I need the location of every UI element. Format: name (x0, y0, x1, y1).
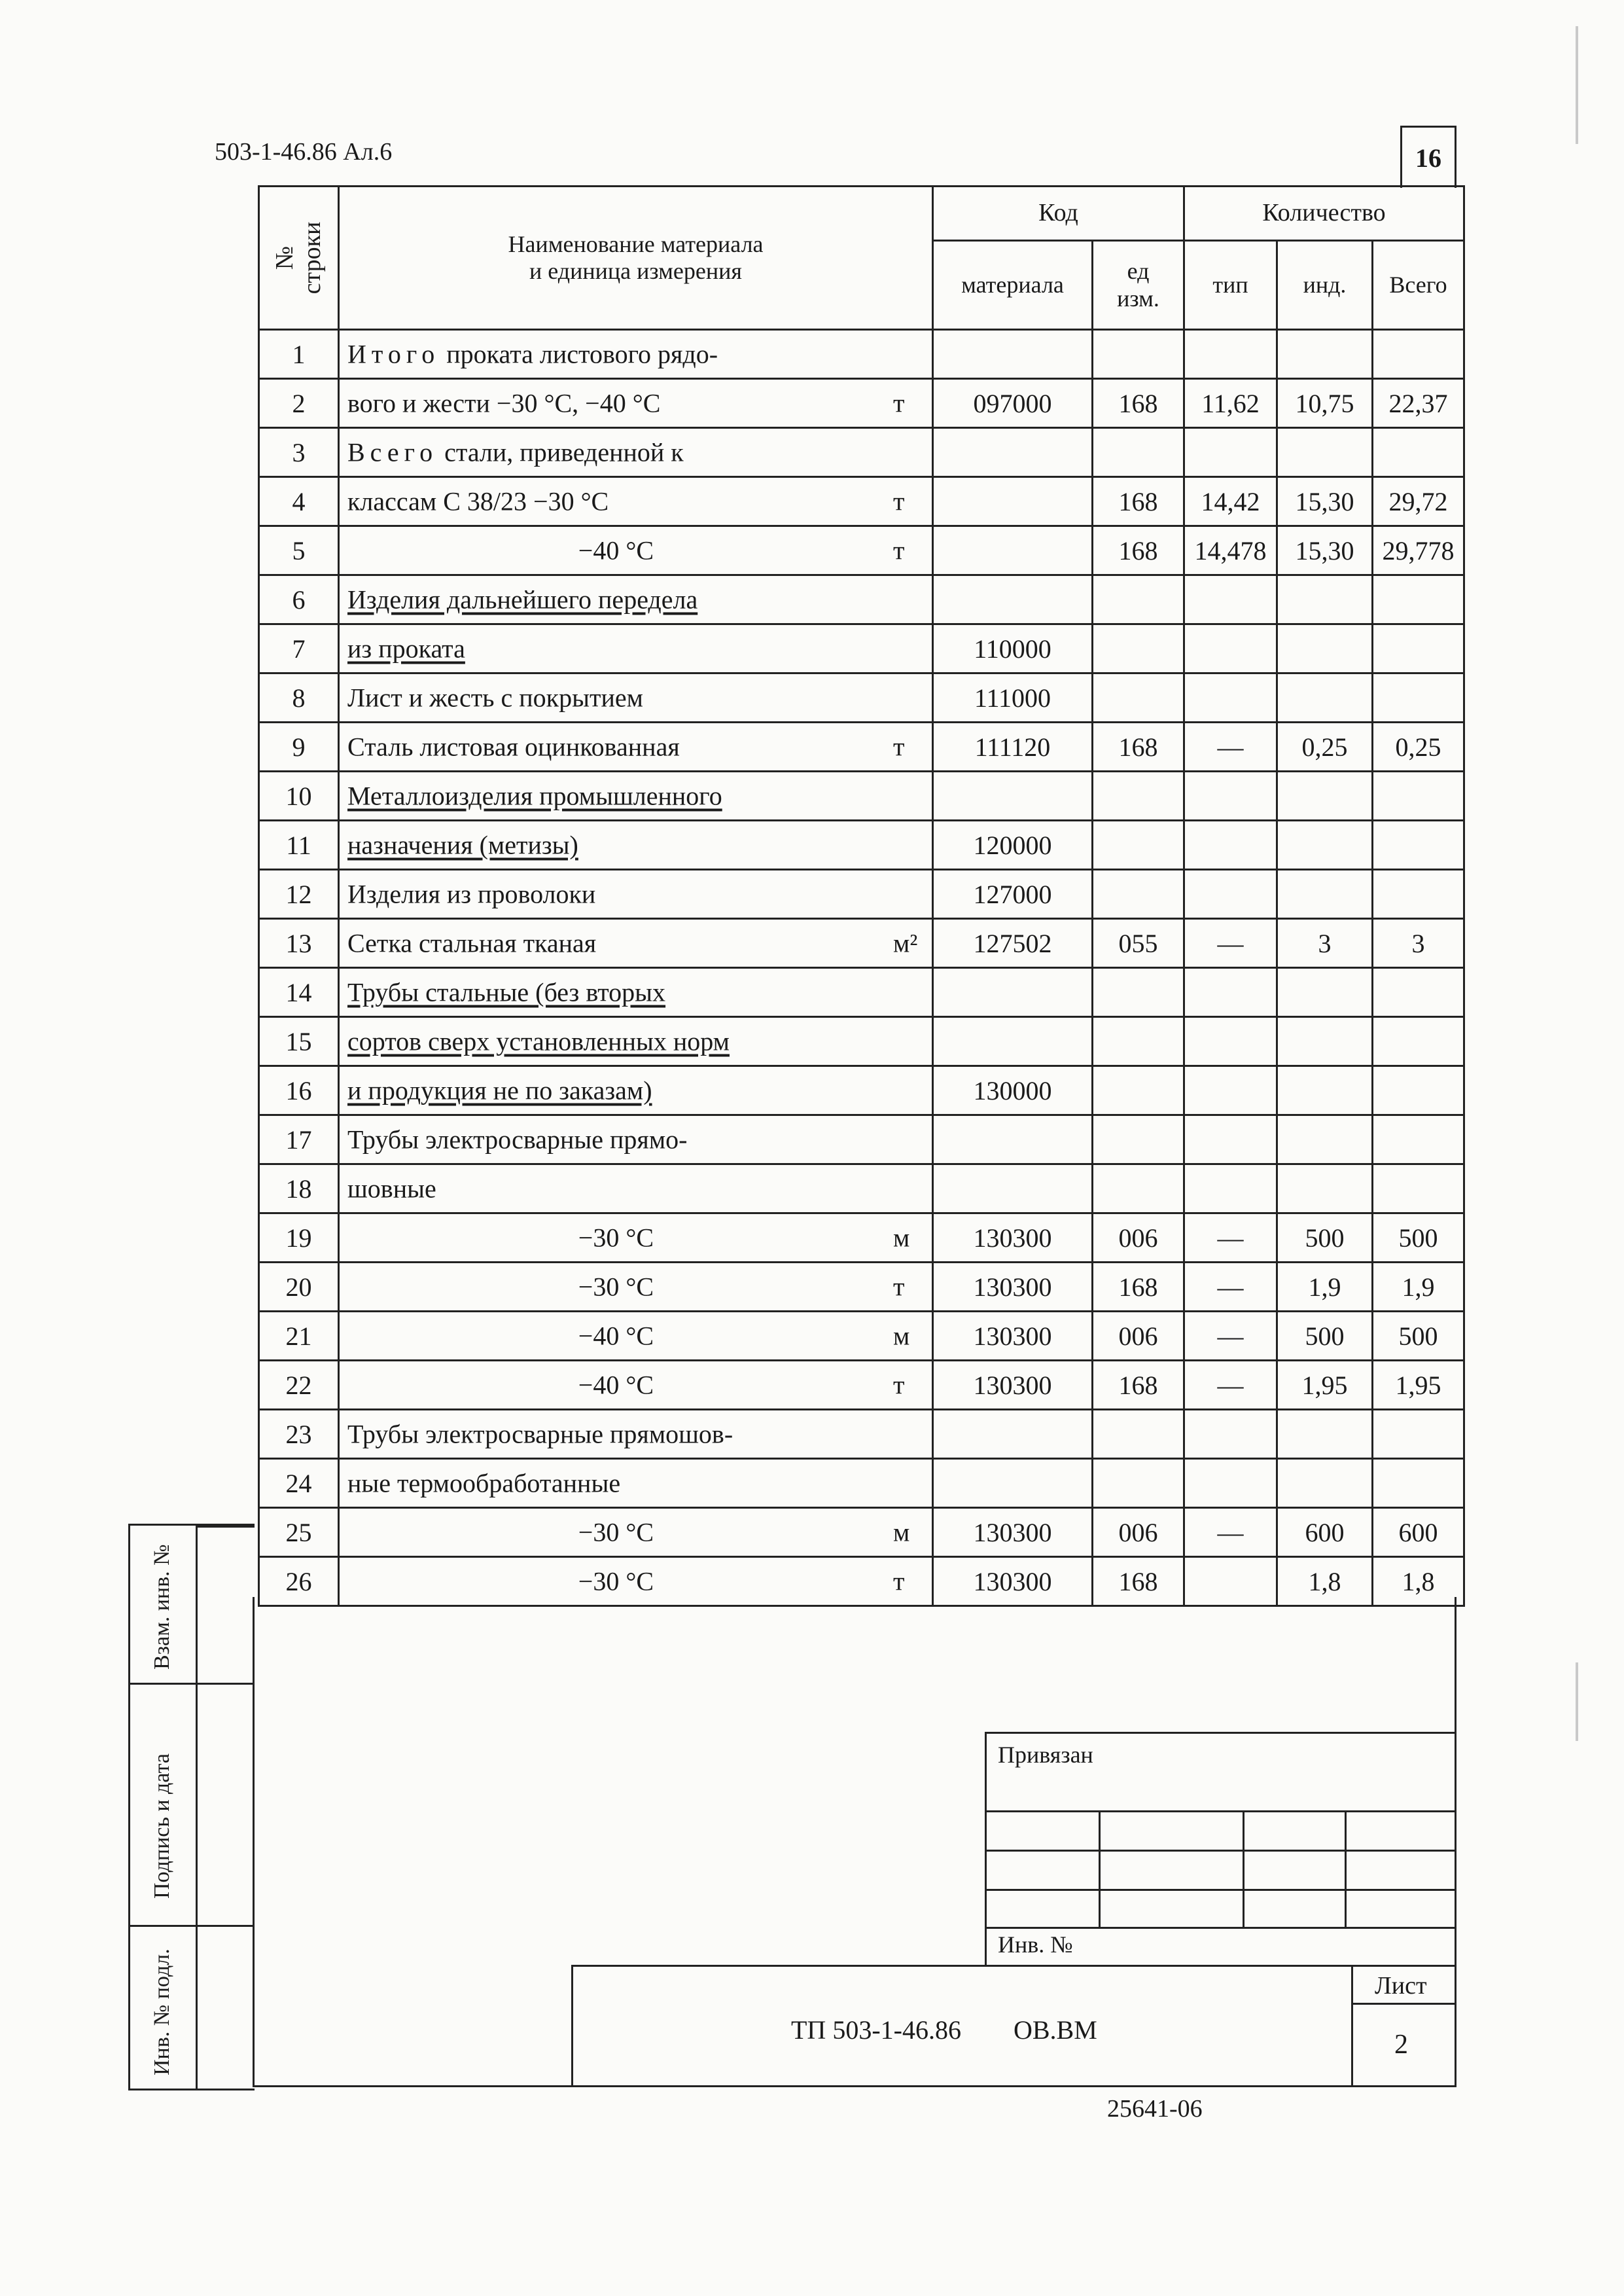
material-name-cell (339, 1459, 933, 1508)
unit-code-cell: 168 (1093, 1263, 1184, 1312)
material-name-cell (339, 919, 933, 968)
unit-of-measure: т (893, 388, 905, 418)
list-value: 2 (1394, 2030, 1408, 2060)
material-name-cell (339, 870, 933, 919)
unit-code-cell (1093, 772, 1184, 821)
material-name: Металлоизделия промышленного (347, 781, 722, 811)
row-number-cell: 25 (259, 1508, 339, 1557)
typ-cell: — (1184, 919, 1277, 968)
material-name: −30 °С (578, 1272, 654, 1302)
code-header: Код (933, 187, 1184, 241)
table-row (259, 1312, 1464, 1361)
ind-cell (1277, 673, 1373, 723)
row-number-cell: 6 (259, 575, 339, 624)
podpis-data-label: Подпись и дата (150, 1753, 174, 1899)
material-name-cell (339, 379, 933, 428)
ind-cell: 0,25 (1277, 723, 1373, 772)
ind-cell (1277, 870, 1373, 919)
row-number-cell: 12 (259, 870, 339, 919)
unit-code-cell (1093, 673, 1184, 723)
table-row (259, 1066, 1464, 1115)
typ-cell (1184, 624, 1277, 673)
material-name-cell (339, 968, 933, 1017)
total-cell: 1,8 (1373, 1557, 1464, 1606)
material-code-cell (933, 428, 1093, 477)
material-name: сортов сверх установленных норм (347, 1026, 730, 1056)
table-row (259, 477, 1464, 526)
row-number-cell: 16 (259, 1066, 339, 1115)
material-name: −30 °С (578, 1566, 654, 1596)
material-code-cell: 130300 (933, 1213, 1093, 1263)
total-cell (1373, 1164, 1464, 1213)
inv-podl-label: Инв. № подл. (150, 1948, 174, 2075)
material-name-cell (339, 1508, 933, 1557)
material-code-cell (933, 330, 1093, 379)
unit-code-cell: 168 (1093, 526, 1184, 575)
row-number-header (259, 187, 339, 330)
table-row (259, 1361, 1464, 1410)
material-name-cell (339, 1312, 933, 1361)
total-cell: 29,778 (1373, 526, 1464, 575)
table-header-row-1 (259, 187, 1464, 241)
archive-number: 25641-06 (1107, 2095, 1203, 2123)
typ-cell: — (1184, 1213, 1277, 1263)
material-name-cell (339, 526, 933, 575)
unit-code-cell (1093, 870, 1184, 919)
material-name: из проката (347, 634, 465, 664)
typ-cell: — (1184, 1361, 1277, 1410)
unit-code-cell (1093, 330, 1184, 379)
inv-no-label: Инв. № (998, 1931, 1073, 1958)
unit-code-cell: 168 (1093, 379, 1184, 428)
material-code-cell (933, 1017, 1093, 1066)
unit-of-measure: м² (893, 928, 918, 958)
typ-cell: 14,478 (1184, 526, 1277, 575)
row-number-cell: 10 (259, 772, 339, 821)
material-code-cell (933, 1410, 1093, 1459)
table-row (259, 624, 1464, 673)
material-code-cell (933, 477, 1093, 526)
total-cell (1373, 428, 1464, 477)
typ-cell (1184, 1410, 1277, 1459)
unit-code-cell (1093, 1410, 1184, 1459)
material-name-cell (339, 624, 933, 673)
unit-of-measure: т (893, 535, 905, 565)
total-cell: 3 (1373, 919, 1464, 968)
total-cell (1373, 772, 1464, 821)
ind-cell: 500 (1277, 1312, 1373, 1361)
row-number-cell: 26 (259, 1557, 339, 1606)
typ-cell: 11,62 (1184, 379, 1277, 428)
material-code-cell: 130300 (933, 1263, 1093, 1312)
unit-code-cell: 168 (1093, 477, 1184, 526)
material-name-cell (339, 1115, 933, 1164)
ind-cell (1277, 772, 1373, 821)
material-name-cell (339, 477, 933, 526)
unit-of-measure: м (893, 1517, 910, 1547)
material-name-cell (339, 1066, 933, 1115)
row-number-cell: 19 (259, 1213, 339, 1263)
total-cell (1373, 870, 1464, 919)
material-name: Сталь листовая оцинкованная (347, 732, 680, 762)
unit-code-cell: 168 (1093, 1361, 1184, 1410)
total-cell (1373, 1017, 1464, 1066)
unit-of-measure: т (893, 1566, 905, 1596)
table-row (259, 1410, 1464, 1459)
ind-cell (1277, 1066, 1373, 1115)
table-body (259, 330, 1464, 1606)
vzam-inv-label: Взам. инв. № (150, 1544, 174, 1670)
material-name: Сетка стальная тканая (347, 928, 597, 958)
table-row (259, 379, 1464, 428)
ind-header: инд. (1277, 241, 1373, 330)
row-number-cell: 15 (259, 1017, 339, 1066)
table-row (259, 526, 1464, 575)
unit-of-measure: т (893, 486, 905, 516)
ind-cell: 10,75 (1277, 379, 1373, 428)
typ-cell (1184, 821, 1277, 870)
material-name: −40 °С (578, 1321, 654, 1351)
total-cell (1373, 1459, 1464, 1508)
row-number-cell: 18 (259, 1164, 339, 1213)
material-name-cell (339, 575, 933, 624)
typ-cell (1184, 428, 1277, 477)
total-cell (1373, 624, 1464, 673)
ind-cell (1277, 1164, 1373, 1213)
material-code-cell (933, 526, 1093, 575)
row-number-cell: 1 (259, 330, 339, 379)
ind-cell: 1,9 (1277, 1263, 1373, 1312)
typ-cell (1184, 1164, 1277, 1213)
total-cell: 22,37 (1373, 379, 1464, 428)
material-name: −40 °С (578, 1370, 654, 1400)
material-name-cell (339, 428, 933, 477)
typ-cell (1184, 870, 1277, 919)
material-code-cell: 097000 (933, 379, 1093, 428)
row-number-cell: 5 (259, 526, 339, 575)
material-name: Всего стали, приведенной к (347, 437, 684, 467)
material-name: −30 °С (578, 1223, 654, 1253)
table-row (259, 673, 1464, 723)
ind-cell (1277, 575, 1373, 624)
material-code-cell: 130000 (933, 1066, 1093, 1115)
unit-code-cell (1093, 968, 1184, 1017)
typ-cell: 14,42 (1184, 477, 1277, 526)
material-name: −30 °С (578, 1517, 654, 1547)
row-number-cell: 11 (259, 821, 339, 870)
material-name: −40 °С (578, 535, 654, 565)
ind-cell: 500 (1277, 1213, 1373, 1263)
ind-cell: 15,30 (1277, 526, 1373, 575)
material-code-cell: 127000 (933, 870, 1093, 919)
table-row (259, 428, 1464, 477)
row-number-cell: 24 (259, 1459, 339, 1508)
unit-of-measure: т (893, 732, 905, 762)
unit-code-cell (1093, 1115, 1184, 1164)
ind-cell (1277, 428, 1373, 477)
row-number-cell: 7 (259, 624, 339, 673)
material-name-cell (339, 1361, 933, 1410)
table-row (259, 330, 1464, 379)
material-code-cell (933, 575, 1093, 624)
material-name: ные термообработанные (347, 1468, 621, 1498)
total-cell (1373, 1066, 1464, 1115)
row-number-cell: 9 (259, 723, 339, 772)
total-cell (1373, 821, 1464, 870)
designation: ТП 503-1-46.86 ОВ.ВМ (791, 2015, 1097, 2045)
total-cell (1373, 575, 1464, 624)
total-cell (1373, 1115, 1464, 1164)
material-name-cell (339, 821, 933, 870)
material-name-cell (339, 1017, 933, 1066)
material-name-cell (339, 1164, 933, 1213)
material-code-header: материала (933, 241, 1093, 330)
ind-cell: 600 (1277, 1508, 1373, 1557)
unit-of-measure: т (893, 1272, 905, 1302)
privyazan-label: Привязан (998, 1742, 1093, 1768)
material-name: Изделия из проволоки (347, 879, 596, 909)
typ-cell (1184, 1017, 1277, 1066)
row-number-cell: 20 (259, 1263, 339, 1312)
name-header: Наименование материала и единица измерения (339, 187, 933, 330)
material-name: Изделия дальнейшего передела (347, 584, 698, 615)
total-cell (1373, 1410, 1464, 1459)
material-name: назначения (метизы) (347, 830, 578, 860)
material-code-cell: 130300 (933, 1312, 1093, 1361)
unit-code-cell: 006 (1093, 1312, 1184, 1361)
material-code-cell: 130300 (933, 1361, 1093, 1410)
unit-code-cell (1093, 1017, 1184, 1066)
material-name: классам С 38/23 −30 °С (347, 486, 609, 516)
material-code-cell (933, 1164, 1093, 1213)
ind-cell (1277, 968, 1373, 1017)
table-row (259, 575, 1464, 624)
material-name-cell (339, 1410, 933, 1459)
typ-header: тип (1184, 241, 1277, 330)
table-row (259, 1213, 1464, 1263)
table-row (259, 1459, 1464, 1508)
ind-cell: 3 (1277, 919, 1373, 968)
row-number-cell: 21 (259, 1312, 339, 1361)
total-cell: 500 (1373, 1312, 1464, 1361)
unit-code-cell: 168 (1093, 1557, 1184, 1606)
row-number-cell: 13 (259, 919, 339, 968)
typ-cell (1184, 575, 1277, 624)
material-name-cell (339, 772, 933, 821)
unit-code-header: ед изм. (1093, 241, 1184, 330)
unit-of-measure: м (893, 1321, 910, 1351)
table-row (259, 919, 1464, 968)
table-row (259, 870, 1464, 919)
ind-cell (1277, 624, 1373, 673)
material-name-cell (339, 1213, 933, 1263)
unit-code-cell (1093, 624, 1184, 673)
material-code-cell: 130300 (933, 1508, 1093, 1557)
material-name: шовные (347, 1174, 436, 1204)
ind-cell: 1,95 (1277, 1361, 1373, 1410)
material-name: Итого проката листового рядо- (347, 339, 718, 369)
total-header: Всего (1373, 241, 1464, 330)
materials-table (258, 185, 1465, 1607)
row-number-cell: 22 (259, 1361, 339, 1410)
row-number-cell: 3 (259, 428, 339, 477)
material-name: Лист и жесть с покрытием (347, 683, 643, 713)
total-cell: 29,72 (1373, 477, 1464, 526)
unit-of-measure: т (893, 1370, 905, 1400)
row-number-cell: 8 (259, 673, 339, 723)
table-row (259, 821, 1464, 870)
material-name-cell (339, 723, 933, 772)
row-number-cell: 17 (259, 1115, 339, 1164)
ind-cell: 1,8 (1277, 1557, 1373, 1606)
unit-code-cell (1093, 1066, 1184, 1115)
table-row (259, 1164, 1464, 1213)
sheet-number: 16 (1400, 126, 1456, 188)
row-number-header-label: № строки (270, 221, 326, 295)
ind-cell (1277, 330, 1373, 379)
ind-cell (1277, 821, 1373, 870)
row-number-cell: 2 (259, 379, 339, 428)
typ-cell (1184, 1115, 1277, 1164)
typ-cell (1184, 673, 1277, 723)
typ-cell (1184, 1066, 1277, 1115)
material-code-cell (933, 968, 1093, 1017)
table-row (259, 772, 1464, 821)
typ-cell (1184, 968, 1277, 1017)
material-code-cell: 120000 (933, 821, 1093, 870)
typ-cell (1184, 330, 1277, 379)
material-code-cell (933, 772, 1093, 821)
material-code-cell: 111120 (933, 723, 1093, 772)
typ-cell: — (1184, 1508, 1277, 1557)
material-code-cell (933, 1459, 1093, 1508)
total-cell: 1,9 (1373, 1263, 1464, 1312)
material-name: Трубы стальные (без вторых (347, 977, 666, 1007)
quantity-header: Количество (1184, 187, 1464, 241)
bottom-frame (253, 1597, 1456, 2087)
total-cell (1373, 968, 1464, 1017)
typ-cell (1184, 772, 1277, 821)
material-name: и продукция не по заказам) (347, 1075, 652, 1105)
material-code-cell: 110000 (933, 624, 1093, 673)
typ-cell: — (1184, 1263, 1277, 1312)
ind-cell (1277, 1410, 1373, 1459)
material-code-cell: 130300 (933, 1557, 1093, 1606)
row-number-cell: 4 (259, 477, 339, 526)
ind-cell (1277, 1115, 1373, 1164)
total-cell (1373, 330, 1464, 379)
unit-code-cell (1093, 575, 1184, 624)
unit-code-cell: 055 (1093, 919, 1184, 968)
material-name-cell (339, 330, 933, 379)
total-cell: 1,95 (1373, 1361, 1464, 1410)
total-cell: 0,25 (1373, 723, 1464, 772)
total-cell (1373, 673, 1464, 723)
material-name: Трубы электросварные прямошов- (347, 1419, 733, 1449)
row-number-cell: 14 (259, 968, 339, 1017)
table-row (259, 1017, 1464, 1066)
unit-code-cell (1093, 1459, 1184, 1508)
material-name-cell (339, 673, 933, 723)
table-row (259, 1115, 1464, 1164)
table-row (259, 1263, 1464, 1312)
material-name: Трубы электросварные прямо- (347, 1124, 688, 1155)
unit-code-cell: 006 (1093, 1213, 1184, 1263)
ind-cell (1277, 1459, 1373, 1508)
table-row (259, 723, 1464, 772)
margin-stamp (128, 1524, 255, 2090)
typ-cell (1184, 1459, 1277, 1508)
typ-cell: — (1184, 1312, 1277, 1361)
ind-cell: 15,30 (1277, 477, 1373, 526)
material-name-cell (339, 1263, 933, 1312)
unit-code-cell (1093, 428, 1184, 477)
scan-artifact (1576, 1662, 1578, 1741)
total-cell: 500 (1373, 1213, 1464, 1263)
unit-code-cell (1093, 1164, 1184, 1213)
total-cell: 600 (1373, 1508, 1464, 1557)
material-code-cell (933, 1115, 1093, 1164)
list-label: Лист (1375, 1972, 1427, 2000)
unit-code-cell (1093, 821, 1184, 870)
document-code: 503-1-46.86 Ал.6 (215, 138, 393, 166)
unit-of-measure: м (893, 1223, 910, 1253)
unit-code-cell: 168 (1093, 723, 1184, 772)
material-code-cell: 111000 (933, 673, 1093, 723)
row-number-cell: 23 (259, 1410, 339, 1459)
material-code-cell: 127502 (933, 919, 1093, 968)
table-row (259, 1508, 1464, 1557)
typ-cell: — (1184, 723, 1277, 772)
scan-artifact (1576, 26, 1578, 144)
unit-code-cell: 006 (1093, 1508, 1184, 1557)
table-row (259, 968, 1464, 1017)
ind-cell (1277, 1017, 1373, 1066)
material-name: вого и жести −30 °С, −40 °С (347, 388, 661, 418)
